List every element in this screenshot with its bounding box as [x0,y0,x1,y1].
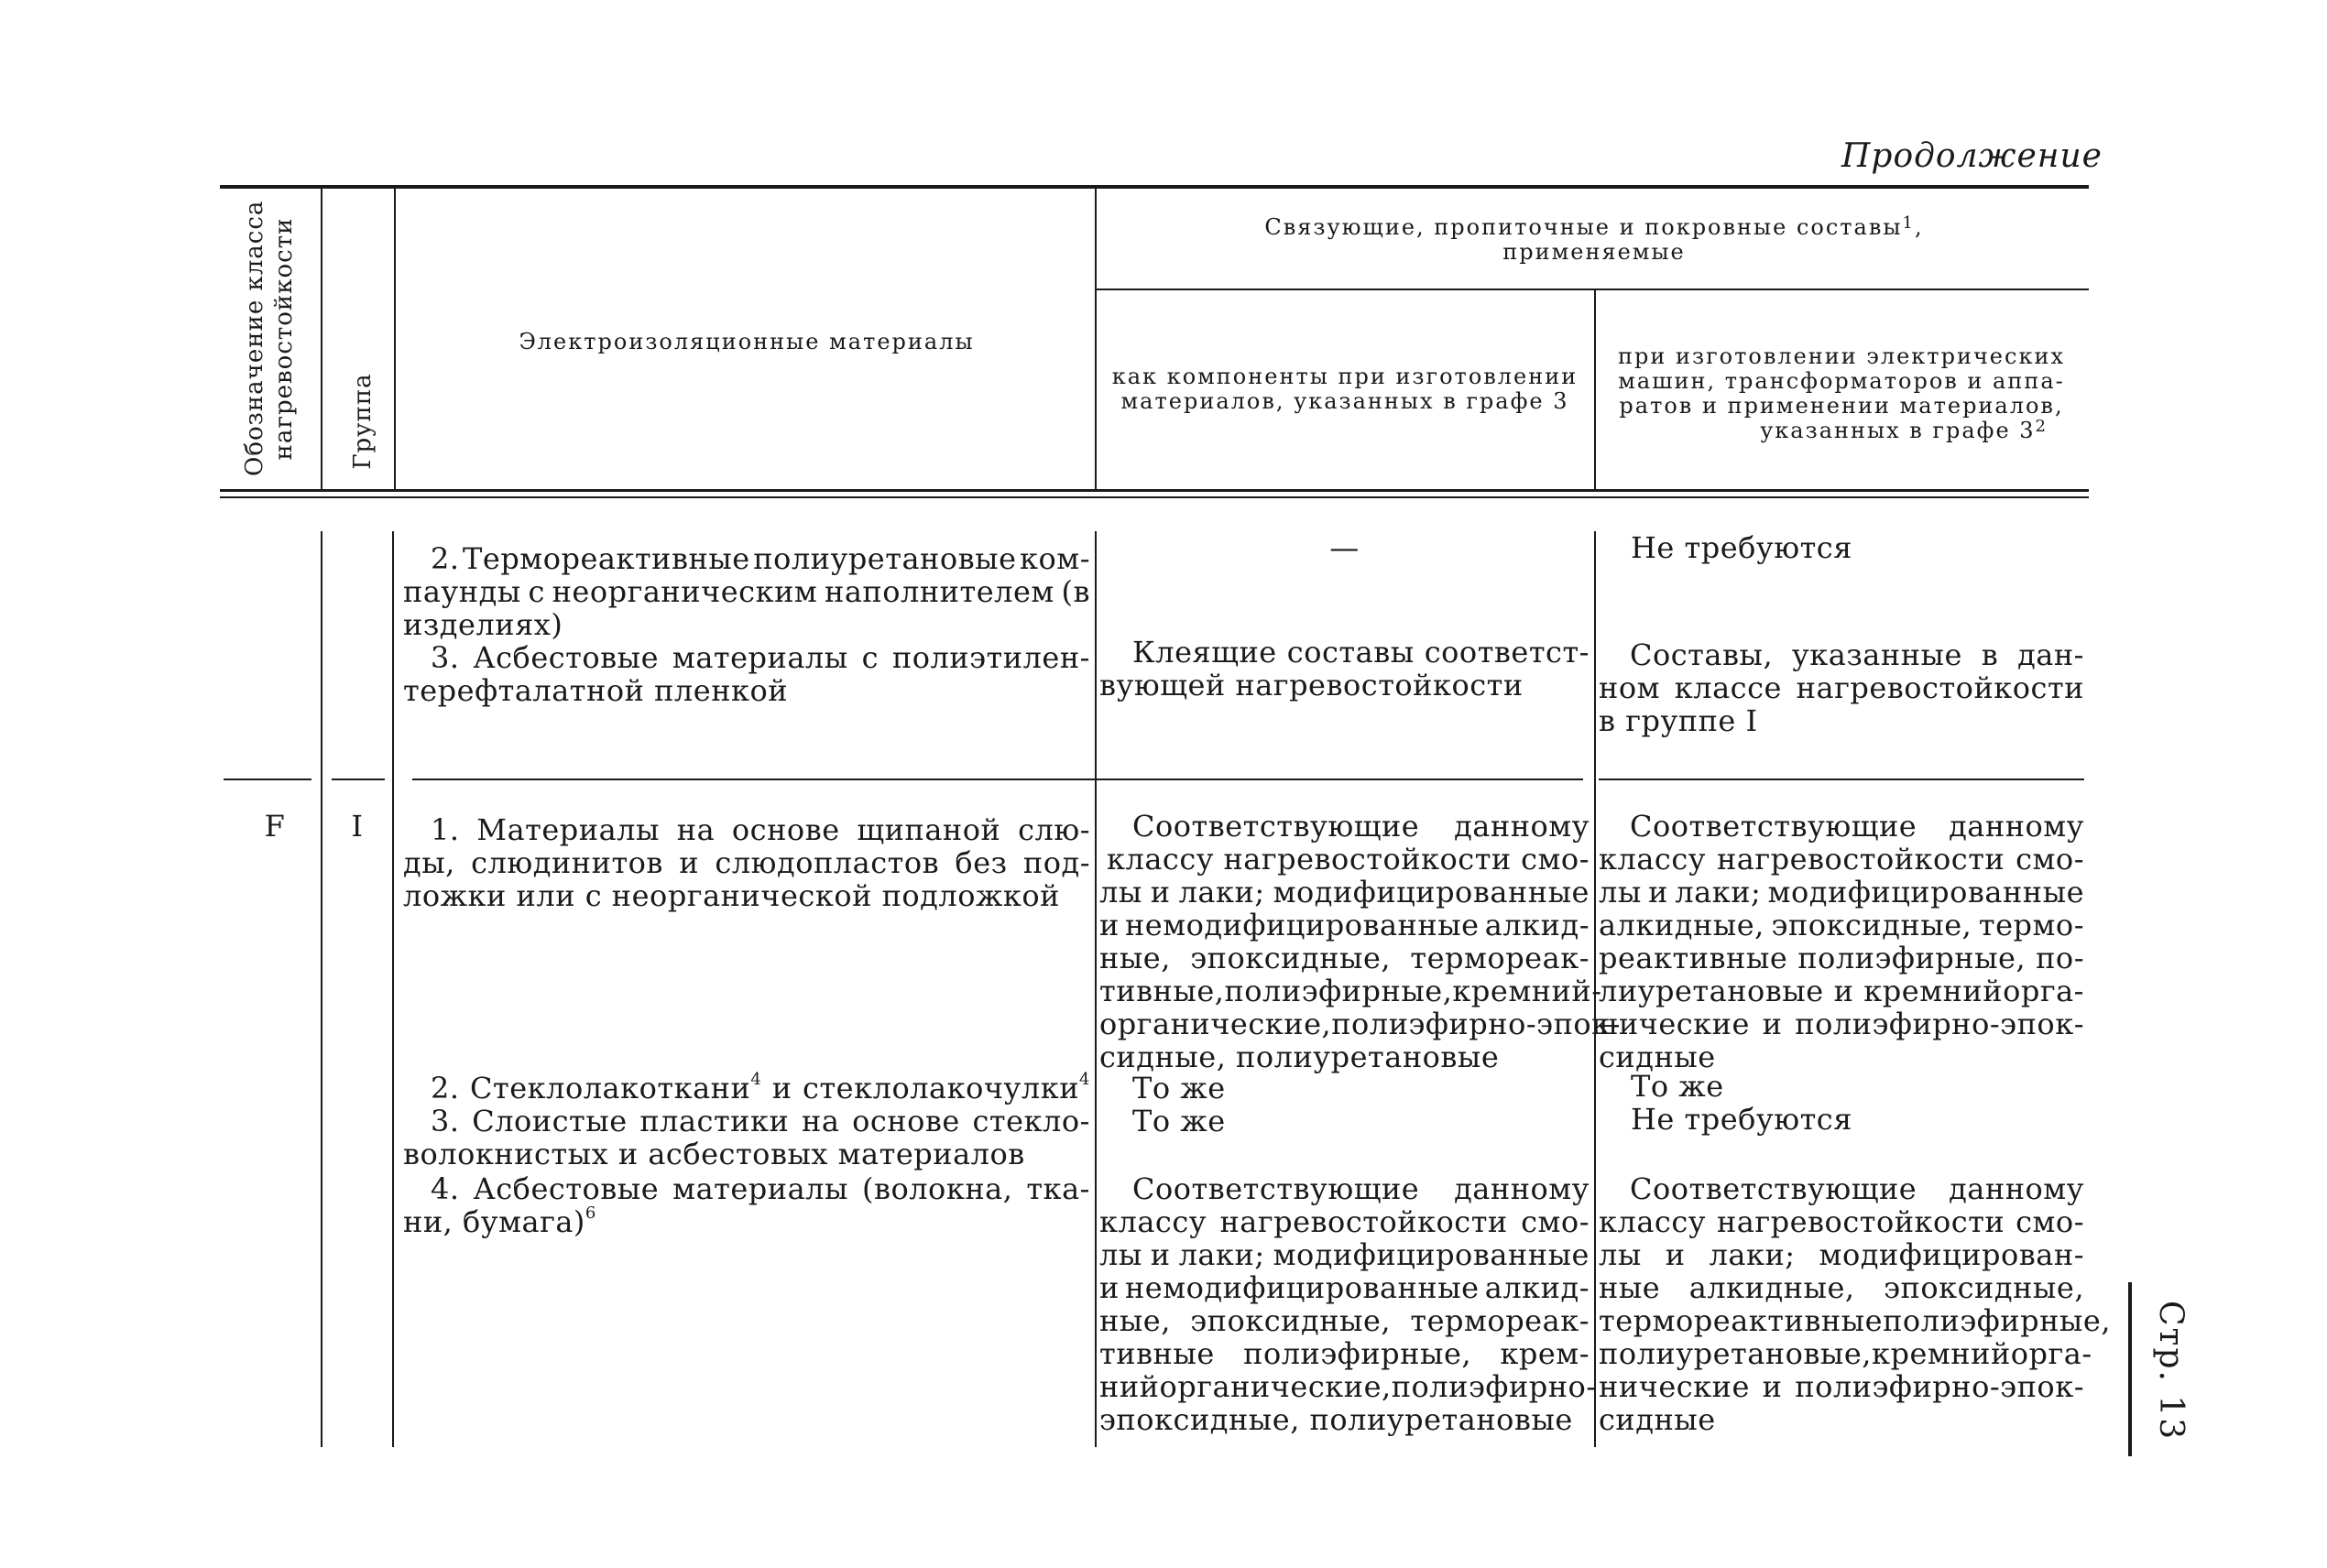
section2-material-4: 4. Асбестовые материалы (волокна, тка- ни, бумага)$^6$ [403,1171,1090,1239]
body-divider-3 [1095,531,1097,1447]
section1-material-3: 3. Асбестовые материалы с полиэтилен- терефталатной пленкой [403,640,1090,708]
section-rule-class [224,779,311,780]
section1-manufacture-3: Составы, указанные в дан- ном классе нагревостойкости в группе I [1599,637,2084,738]
section2-class: F [264,809,286,844]
header-divider-2 [394,189,396,491]
section2-manufacture-4: Соответствующие данному классу нагревостойкости смо- лы и лаки; модифицирован- ные алкидные, эпоксидные, термореактивные полиэфирные, полиуретановые, кремнийорга- нические и полиэфирно-эпок- сидные [1599,1171,2111,1437]
header-compounds: Связующие, пропиточные и покровные составы$^1$, применяемые [1264,213,1924,265]
section2-material-2: 2. Стеклолакоткани$^4$ и стеклолакочулки$^4$ [431,1070,1090,1105]
header-divider-4 [1594,290,1596,490]
page-number: Стр. 13 [2152,1301,2190,1442]
section-rule-manufacture [1599,779,2084,780]
section2-manufacture-3: Не требуются [1631,1102,1852,1137]
header-divider-3 [1095,189,1097,491]
section-rule-materials [412,779,1583,780]
section1-manufacture-2: Не требуются [1631,530,1852,565]
section1-component-3: Клеящие составы соответст- вующей нагревостойкости [1099,635,1590,702]
section2-component-4: Соответствующие данному классу нагревостойкости смо- лы и лаки; модифицированные и немодифицированные алкид- ные, эпоксидные, термореак- тивные полиэфирные, крем- нийорганические, полиэфирно- эпоксидные, полиуретановые [1099,1171,1597,1437]
section2-manufacture-2: То же [1631,1069,1724,1104]
header-components: как компоненты при изготовлении материалов, указанных в графе 3 [1111,364,1579,414]
section2-material-1: 1. Материалы на основе щипаной слю- ды, слюдинитов и слюдопластов без под- ложки или с неорганической подложкой [403,812,1090,913]
section1-component-2: — [1329,530,1360,565]
section-rule-group [332,779,385,780]
header-materials: Электроизоляционные материалы [519,329,975,354]
header-divider-1 [321,189,322,491]
continuation-label: Продолжение [1841,137,2103,175]
header-manufacture: при изготовлении электрических машин, трансформаторов и аппа- ратов и применении материалов, указанных в графе $3^2$ [1618,343,2065,443]
section2-component-2: То же [1132,1071,1226,1105]
header-group: Группа [349,373,377,470]
section2-group: I [351,809,364,844]
header-class-designation: Обозначение класса нагревостойкости [241,200,298,476]
header-bottom-rule-2 [220,496,2089,498]
header-top-rule [220,185,2089,189]
header-bottom-rule-1 [220,489,2089,492]
body-divider-2 [392,531,394,1447]
section2-material-3: 3. Слоистые пластики на основе стекло- волокнистых и асбестовых материалов [403,1104,1090,1171]
section2-component-3: То же [1132,1104,1226,1138]
header-mid-rule [1095,289,2089,290]
body-divider-1 [321,531,322,1447]
section1-material-2: 2. Термореактивные полиуретановые ком- паунды с неорганическим наполнителем (в изделиях) [403,541,1090,642]
section2-component-1: Соответствующие данному классу нагревостойкости смо- лы и лаки; модифицированные и немодифицированные алкид- ные, эпоксидные, термореак- тивные, полиэфирные, кремний- органические, полиэфирно-эпок- сидные, полиуретановые [1099,809,1621,1074]
section2-manufacture-1: Соответствующие данному классу нагревостойкости смо- лы и лаки; модифицированные алкидные, эпоксидные, термо- реактивные полиэфирные, по- лиуретановые и кремнийорга- нические и полиэфирно-эпок- сидные [1599,809,2084,1074]
page-number-rule [2128,1282,2132,1456]
